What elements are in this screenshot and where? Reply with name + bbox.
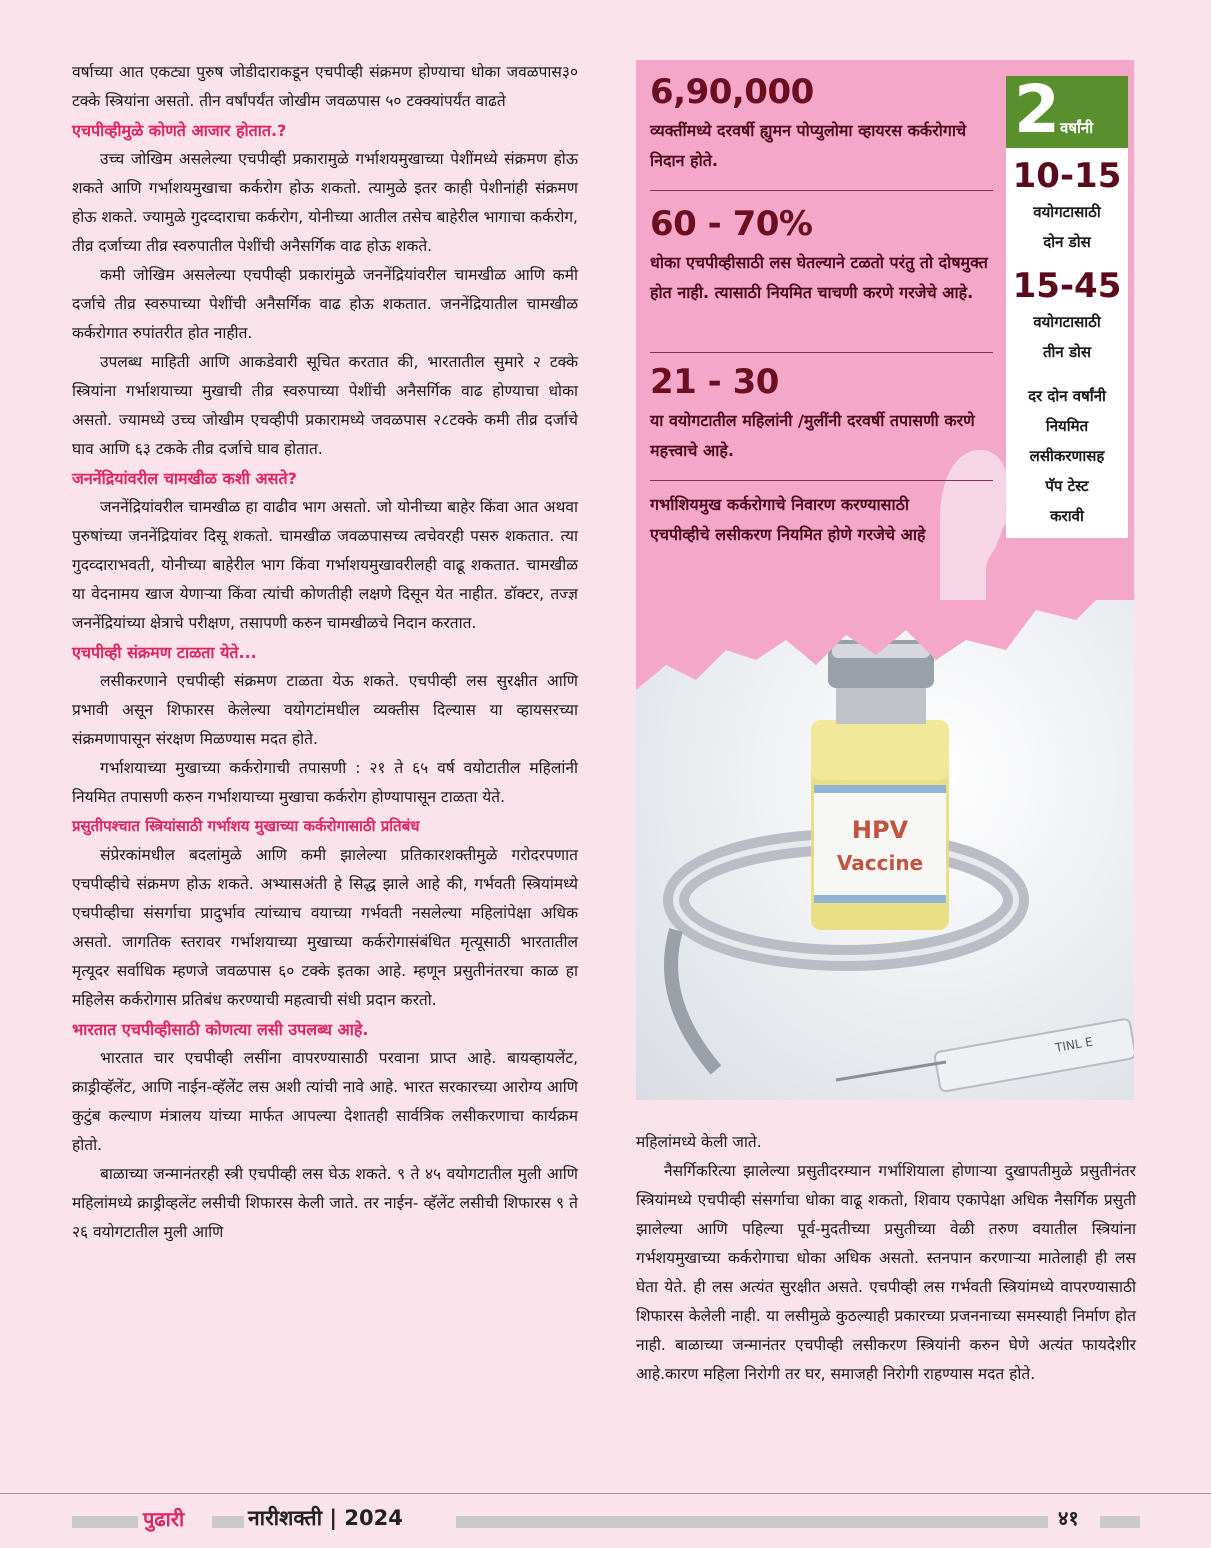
panel-note: [650, 490, 950, 550]
footer-brand-logo: पुढारी: [143, 1507, 185, 1531]
paragraph: कमी जोखिम असलेल्या एचपीव्ही प्रकारांमुळे जननेंद्रियांवरील चामखीळ आणि कमी दर्जाचे तीव्र स्वरुपाच्या पेशींची अनैसर्गिक वाढ होऊ शकतात. जननेंद्रियातील चामखीळ कर्करोगात रुपांतरीत होत नाहीत.: [72, 266, 578, 342]
paragraph: लसीकरणाने एचपीव्ही संक्रमण टाळता येऊ शकते. एचपीव्ही लस सुरक्षीत आणि प्रभावी असून शिफारस केलेल्या वयोगटांमधील व्यक्तीस दिल्यास या व्हायसरच्या संक्रमणापासून संरक्षण मिळण्यास मदत होते.: [72, 672, 578, 748]
paragraph: भारतात चार एचपीव्ही लसींना वापरण्यासाठी परवाना प्राप्त आहे. बायव्हायलेंट, क्राड्रीव्हॅलेंट, आणि नाईन-व्हॅलेंट लस अशी त्यांची नावे आहे. भारत सरकारच्या आरोग्य आणि कुटुंब कल्याण मंत्रालय यांच्या मार्फत आपल्या देशातही सार्वत्रिक लसीकरणाचा कार्यक्रम होतो.: [72, 1049, 578, 1154]
paragraph: वर्षाच्या आत एकट्या पुरुष जोडीदाराकडून एचपीव्ही संक्रमण होण्याचा धोका जवळपास३० टक्के स्त्रियांना असतो. तीन वर्षांपर्यंत जोखीम जवळपास ५० टक्क्यांपर्यंत वाढते: [72, 63, 578, 110]
pap-test-line: दर दोन वर्षांनी: [1028, 387, 1106, 405]
left-article-column: [72, 58, 578, 1247]
stat-1-text: व्यक्तींमध्ये दरवर्षी ह्युमन पोप्युलोमा व्हायरस कर्करोगाचे निदान होते.: [650, 121, 967, 170]
section-heading: एचपीव्ही संक्रमण टाळता येते...: [72, 643, 257, 662]
section-heading: एचपीव्हीमुळे कोणते आजार होतात.?: [72, 121, 287, 140]
stat-2-number: 60 - 70%: [650, 204, 813, 244]
panel-note-text: गर्भाशियमुख कर्करोगाचे निवारण करण्यासाठी एचपीव्हीचे लसीकरण नियमित होणे गरजेचे आहे: [650, 495, 926, 544]
paragraph: महिलांमध्ये केली जाते.: [636, 1133, 762, 1151]
stat-2: [650, 204, 990, 308]
pap-test-line: करावी: [1050, 507, 1084, 525]
footer-rule: [0, 1493, 1211, 1494]
decorative-edge: [636, 580, 1134, 720]
age-range-2-dose: तीन डोस: [1042, 343, 1092, 361]
vial-label-vaccine: Vaccine: [836, 851, 924, 875]
footer-bar: [72, 1516, 138, 1528]
pap-test-line: पॅप टेस्ट: [1045, 477, 1089, 495]
stat-2-text: धोका एचपीव्हीसाठी लस घेतल्याने टळतो परंतु तो दोषमुक्त होत नाही. त्यासाठी नियमित चाचणी करणे गरजेचे आहे.: [650, 253, 988, 302]
section-heading: भारतात एचपीव्हीसाठी कोणत्या लसी उपलब्ध आहे.: [72, 1020, 369, 1039]
right-article-column: [636, 1128, 1136, 1389]
pap-test-line: नियमित: [1045, 417, 1089, 435]
footer-bar: [456, 1516, 1048, 1528]
dose-years-number: 2: [1014, 71, 1060, 148]
paragraph: उच्च जोखिम असलेल्या एचपीव्ही प्रकारामुळे गर्भाशयमुखाच्या पेशींमध्ये संक्रमण होऊ शकते आणि गर्भाशयमुखाचा कर्करोग होऊ शकतो. त्यामुळे इतर काही पेशीनांही संक्रमण होऊ शकते. ज्यामुळे गुदव्दाराचा कर्करोग, योनीच्या आतील तसेच बाहेरील भागाचा कर्करोग, तीव्र दर्जाच्या तीव्र स्वरुपातील पेशींची अनैसर्गिक वाढ होऊ शकते.: [72, 150, 578, 255]
age-range-1-label: वयोगटासाठी: [1033, 203, 1101, 221]
divider: [650, 480, 993, 481]
stat-1: [650, 72, 990, 176]
stat-3-number: 21 - 30: [650, 362, 779, 402]
age-range-1-dose: दोन डोस: [1043, 233, 1091, 251]
divider: [650, 352, 993, 353]
dose-years-label: वर्षांनी: [1060, 119, 1094, 137]
paragraph: उपलब्ध माहिती आणि आकडेवारी सूचित करतात की, भारतातील सुमारे २ टक्के स्त्रियांना गर्भाशयाच्या मुखाची तीव्र स्वरुपाच्या पेशींची अनैसर्गिक वाढ होण्याचा धोका असतो. ज्यामध्ये उच्च जोखीम एचव्हीपी प्रकारामध्ये जवळपास २८टक्के कमी तीव्र दर्जाचे घाव आणि ६३ टकके तीव्र दर्जाचे घाव होतात.: [72, 353, 578, 458]
age-range-2: 15-45: [1012, 266, 1122, 306]
paragraph: नैसर्गिकरित्या झालेल्या प्रसुतीदरम्यान गर्भाशियाला होणाऱ्या दुखापतीमुळे प्रसुतीनंतर स्त्रियांमध्ये एचपीव्ही संसर्गाचा धोका वाढू शकतो, शिवाय एकापेक्षा अधिक नैसर्गिक प्रसुती झालेल्या आणि पहिल्या पूर्व-मुदतीच्या प्रसुतीच्या वेळी तरुण वयातील स्त्रियांना गर्भशयमुखाच्या कर्करोगाचा धोका अधिक असतो. स्तनपान करणाऱ्या मातेलाही ही लस घेता येते. ही लस अत्यंत सुरक्षीत असते. एचपीव्ही लस गर्भवती स्त्रियांमध्ये वापरण्यासाठी शिफारस केलेली नाही. या लसीमुळे कुठल्याही प्रकारच्या प्रजननाच्या समस्याही निर्माण होत नाही. बाळाच्या जन्मानंतर एचपीव्ही लसीकरण स्त्रियांनी करुन घेणे अत्यंत फायदेशीर आहे.कारण महिला निरोगी तर घर, समाजही निरोगी राहण्यास मदत होते.: [636, 1162, 1136, 1383]
stat-3-text: या वयोगटातील महिलांनी /मुलींनी दरवर्षी तपासणी करणे महत्त्वाचे आहे.: [650, 411, 975, 460]
section-heading: प्रसुतीपश्चात स्त्रियांसाठी गर्भाशय मुखाच्या कर्करोगासाठी प्रतिबंध: [72, 817, 420, 835]
section-heading: जननेंद्रियांवरील चामखीळ कशी असते?: [72, 469, 297, 488]
paragraph: संप्रेरकांमधील बदलांमुळे आणि कमी झालेल्या प्रतिकारशक्तीमुळे गरोदरपणात एचपीव्हीचे संक्रमण होऊ शकते. अभ्यासअंती हे सिद्ध झाले आहे की, गर्भवती स्त्रियांमध्ये एचपीव्हीचा संसर्गाचा प्रादुर्भाव त्यांच्याच वयाच्या गर्भवती नसलेल्या महिलांपेक्षा अधिक असतो. जागतिक स्तरावर गर्भाशयाच्या मुखाच्या कर्करोगासंबंधित मृत्यूसाठी भारतातील मृत्यूदर सर्वाधिक म्हणजे जवळपास ६० टक्के इतका आहे. म्हणून प्रसुतीनंतरचा काळ हा महिलेस कर्करोगास प्रतिबंध करण्याची महत्वाची संधी प्रदान करतो.: [72, 846, 578, 1009]
age-range-1: 10-15: [1012, 156, 1122, 196]
paragraph: जननेंद्रियांवरील चामखीळ हा वाढीव भाग असतो. जो योनीच्या बाहेर किंवा आत अथवा पुरुषांच्या जननेंद्रियांवर दिसू शकतो. चामखीळ जवळपासच्य त्वचेवरही पसरु शकतात. त्या गुदव्दाराभवती, योनीच्या बाहेरील भाग किंवा गर्भाशयमुखावरीलही वाढू शकतात. चामखीळ या वेदनामय खाज येणाऱ्या किंवा त्यांची कोणतीही लक्षणे दिसून येत नाहीत. डॉक्टर, तज्ज्ञ जननेंद्रियांच्या क्षेत्राचे परीक्षण, तसापणी करुन चामखीळचे निदान करतात.: [72, 498, 578, 632]
syringe-marking: TINL E: [1054, 1034, 1094, 1055]
footer-title: नारीशक्ती | 2024: [248, 1506, 403, 1530]
footer-bar: [1100, 1516, 1140, 1528]
age-range-2-label: वयोगटासाठी: [1033, 313, 1101, 331]
stat-1-number: 6,90,000: [650, 72, 814, 112]
paragraph: बाळाच्या जन्मानंतरही स्त्री एचपीव्ही लस घेऊ शकते. ९ ते ४५ वयोगटातील मुली आणि महिलांमध्ये क्राड्रीव्हलेंट लसीची शिफारस केली जाते. तर नाईन- व्हॅलेंट लसीची शिफारस ९ ते २६ वयोगटातील मुली आणि: [72, 1165, 578, 1241]
divider: [650, 190, 993, 191]
paragraph: गर्भाशयाच्या मुखाच्या कर्करोगाची तपासणी : २१ ते ६५ वर्ष वयोटातील महिलांनी नियमित तपासणी करुन गर्भाशयाच्या मुखाचा कर्करोग होण्यापासून टाळता येते.: [72, 759, 578, 806]
stat-3: [650, 362, 990, 466]
vial-label-hpv: HPV: [851, 816, 909, 844]
pap-test-line: लसीकरणासह: [1029, 447, 1105, 465]
page-number: ४१: [1058, 1506, 1079, 1530]
footer-bar: [212, 1516, 244, 1528]
